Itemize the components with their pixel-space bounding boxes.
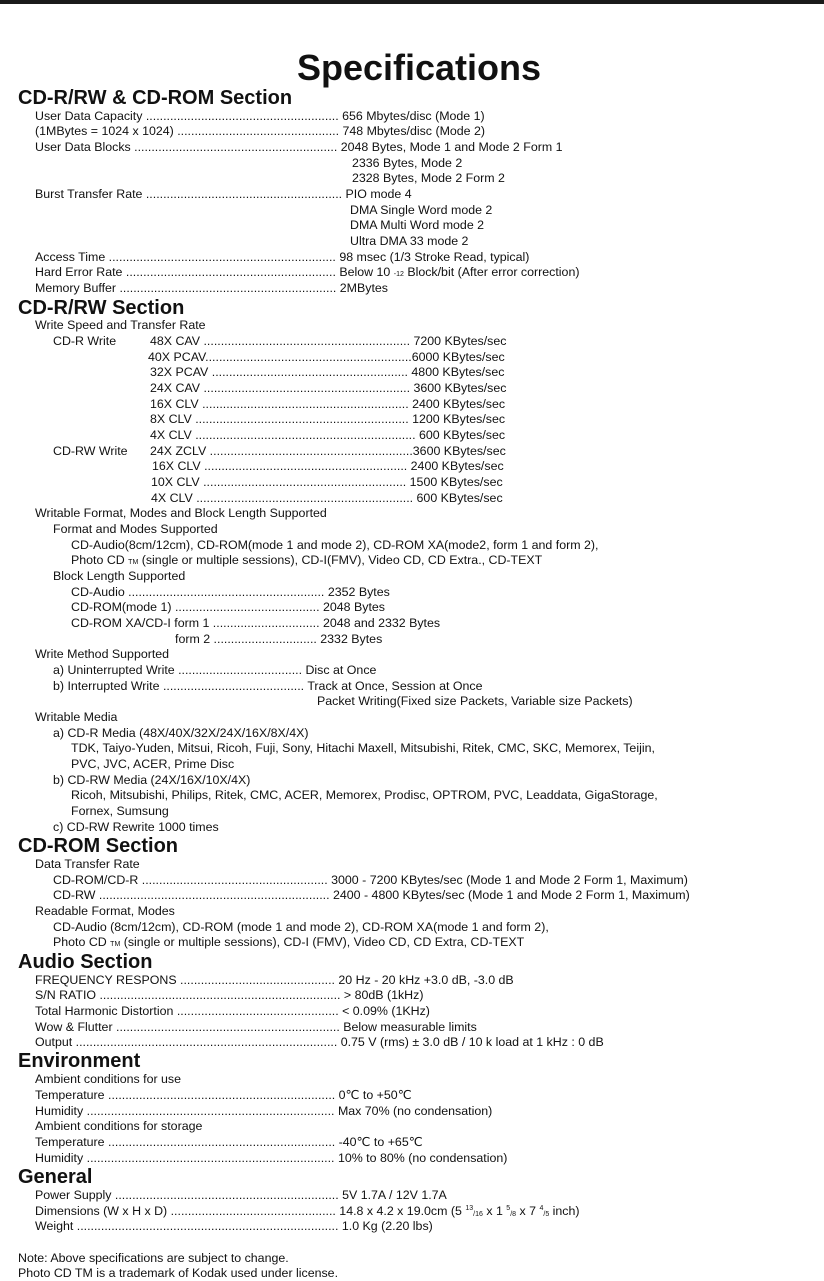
spec-data-transfer-row: CD-ROM/CD-R ...................................................... 3000 - 7200 KBytes/sec (Mode 1 and Mode 2 Form 1, Maximum) — [53, 873, 688, 887]
cdrw-speed-row: 4X CLV ............................................................... 600 KBytes/sec — [151, 491, 503, 505]
spec-burst-2: DMA Single Word mode 2 — [350, 203, 493, 217]
spec-user-data-capacity: User Data Capacity ........................................................ 656 Mbytes/disc (Mode 1) — [35, 109, 485, 123]
cdr-speed-row: 48X CAV ............................................................ 7200 KBytes/sec — [150, 334, 507, 348]
spec-temperature-storage: Temperature .................................................................. -40℃ to +65℃ — [35, 1135, 423, 1149]
cdr-speed-row: 24X CAV ............................................................ 3600 KBytes/sec — [150, 381, 507, 395]
spec-mbytes-definition: (1MBytes = 1024 x 1024) ............................................... 748 Mbytes/disc (Mode 2) — [35, 124, 486, 138]
dimensions-sep: x 7 — [516, 1204, 540, 1218]
section-heading-cdrw-cdrom: CD-R/RW & CD-ROM Section — [18, 87, 293, 109]
spec-block-length-row: CD-ROM XA/CD-I form 1 ............................... 2048 and 2332 Bytes — [71, 616, 441, 630]
readable-format-tail: (single or multiple sessions), CD-I (FMV), Video CD, CD Extra, CD-TEXT — [120, 935, 525, 949]
section-heading-audio: Audio Section — [18, 951, 153, 973]
spec-media-cdrw-brands-2: Fornex, Sumsung — [71, 804, 169, 818]
dimensions-text: Dimensions (W x H x D) ................................................ 14.8 x 4.2 x 19.0cm (5 — [35, 1204, 466, 1218]
spec-write-method-row: Packet Writing(Fixed size Packets, Variable size Packets) — [317, 694, 633, 708]
page-title: Specifications — [296, 47, 542, 88]
spec-readable-format-1: CD-Audio (8cm/12cm), CD-ROM (mode 1 and mode 2), CD-ROM XA(mode 1 and form 2), — [53, 920, 549, 934]
spec-write-speed-heading: Write Speed and Transfer Rate — [35, 318, 206, 332]
spec-output: Output ............................................................................ 0.75 V (rms) ± 3.0 dB / 10 k load at 1 kHz : 0 dB — [35, 1035, 604, 1049]
photo-cd-text: Photo CD — [71, 553, 129, 567]
spec-access-time: Access Time .................................................................. 98 msec (1/3 Stroke Read, typical) — [35, 250, 530, 264]
cdr-speed-row: 40X PCAV............................................................6000 KBytes/sec — [148, 350, 505, 364]
spec-format-modes-heading: Format and Modes Supported — [53, 522, 218, 536]
spec-media-cdr-brands: TDK, Taiyo-Yuden, Mitsui, Ricoh, Fuji, Sony, Hitachi Maxell, Mitsubishi, Ritek, CMC, SKC, Memorex, Teijin, — [71, 741, 655, 755]
spec-hard-error-rate — [35, 265, 579, 282]
hard-error-text: Hard Error Rate ............................................................. Below 10 — [35, 265, 394, 279]
section-heading-general: General — [18, 1166, 93, 1188]
cdr-speed-row: 4X CLV ................................................................ 600 KBytes/sec — [150, 428, 506, 442]
spec-humidity-storage: Humidity ........................................................................ 10% to 80% (no condensation) — [35, 1151, 508, 1165]
cdr-speed-row: 16X CLV ............................................................ 2400 KBytes/sec — [150, 397, 506, 411]
spec-write-method-row: a) Uninterrupted Write .................................... Disc at Once — [53, 663, 377, 677]
section-heading-environment: Environment — [18, 1050, 141, 1072]
spec-ambient-storage-heading: Ambient conditions for storage — [35, 1119, 203, 1133]
cdr-speed-row: 8X CLV .............................................................. 1200 KBytes/sec — [150, 412, 506, 426]
spec-memory-buffer: Memory Buffer ............................................................... 2MBytes — [35, 281, 388, 295]
spec-data-transfer-heading: Data Transfer Rate — [35, 857, 140, 871]
spec-frequency-response: FREQUENCY RESPONS ............................................. 20 Hz - 20 kHz +3.0 dB, -3.0 dB — [35, 973, 514, 987]
fraction-denominator: /8 — [510, 1211, 517, 1218]
hard-error-suffix: Block/bit (After error correction) — [403, 265, 580, 279]
spec-block-length-heading: Block Length Supported — [53, 569, 186, 583]
spec-media-cdrw: b) CD-RW Media (24X/16X/10X/4X) — [53, 773, 251, 787]
spec-readable-format-2 — [53, 935, 524, 952]
cdrw-speed-row: 10X CLV ........................................................... 1500 KBytes/sec — [151, 475, 503, 489]
spec-user-data-blocks-3: 2328 Bytes, Mode 2 Form 2 — [352, 171, 505, 185]
spec-format-modes-2 — [71, 553, 542, 570]
spec-data-transfer-row: CD-RW ................................................................... 2400 - 4800 KBytes/sec (Mode 1 and Mode 2 Form 1, Maximum) — [53, 888, 690, 902]
spec-wow-flutter: Wow & Flutter ................................................................. Below measurable limits — [35, 1020, 477, 1034]
fraction-numerator: 13 — [465, 1205, 474, 1212]
spec-writable-format-heading: Writable Format, Modes and Block Length Supported — [35, 506, 327, 520]
spec-block-length-row: form 2 .............................. 2332 Bytes — [175, 632, 383, 646]
spec-readable-format-heading: Readable Format, Modes — [35, 904, 175, 918]
spec-user-data-blocks-2: 2336 Bytes, Mode 2 — [352, 156, 463, 170]
cdr-speed-row: 32X PCAV ......................................................... 4800 KBytes/sec — [150, 365, 505, 379]
trademark-mark: TM — [128, 559, 139, 566]
section-heading-cdrom: CD-ROM Section — [18, 835, 178, 857]
spec-block-length-row: CD-Audio ......................................................... 2352 Bytes — [71, 585, 390, 599]
spec-write-method-heading: Write Method Supported — [35, 647, 170, 661]
spec-weight: Weight ............................................................................ 1.0 Kg (2.20 lbs) — [35, 1219, 433, 1233]
spec-ambient-use-heading: Ambient conditions for use — [35, 1072, 182, 1086]
dimensions-sep: x 1 — [482, 1204, 507, 1218]
photo-cd-text: Photo CD — [53, 935, 111, 949]
spec-sn-ratio: S/N RATIO ...................................................................... > 80dB (1kHz) — [35, 988, 424, 1002]
spec-block-length-row: CD-ROM(mode 1) .......................................... 2048 Bytes — [71, 600, 385, 614]
top-rule — [0, 0, 824, 4]
dimensions-unit: inch) — [549, 1204, 580, 1218]
spec-power-supply: Power Supply ................................................................. 5V 1.7A / 12V 1.7A — [35, 1188, 447, 1202]
note-trademark: Photo CD TM is a trademark of Kodak used under license. — [18, 1266, 339, 1280]
spec-writable-media-heading: Writable Media — [35, 710, 118, 724]
spec-humidity-use: Humidity ........................................................................ Max 70% (no condensation) — [35, 1104, 493, 1118]
cdrw-speed-row: 24X ZCLV ...........................................................3600 KBytes/sec — [150, 444, 506, 458]
trademark-mark: TM — [110, 941, 121, 948]
format-modes-tail: (single or multiple sessions), CD-I(FMV), Video CD, CD Extra., CD-TEXT — [138, 553, 543, 567]
spec-media-cdrw-brands: Ricoh, Mitsubishi, Philips, Ritek, CMC, ACER, Memorex, Prodisc, OPTROM, PVC, Leaddata, GigaStorage, — [71, 788, 658, 802]
spec-write-method-row: b) Interrupted Write ......................................... Track at Once, Session at Once — [53, 679, 483, 693]
spec-user-data-blocks: User Data Blocks ........................................................... 2048 Bytes, Mode 1 and Mode 2 Form 1 — [35, 140, 563, 154]
cdrw-speed-row: 16X CLV ........................................................... 2400 KBytes/sec — [152, 459, 504, 473]
note-subject-to-change: Note: Above specifications are subject to change. — [18, 1251, 289, 1265]
cdr-write-label: CD-R Write — [53, 334, 117, 348]
fraction-numerator: 4 — [539, 1205, 544, 1212]
fraction-denominator: /16 — [473, 1211, 483, 1218]
spec-media-cdr: a) CD-R Media (48X/40X/32X/24X/16X/8X/4X) — [53, 726, 309, 740]
spec-burst-3: DMA Multi Word mode 2 — [350, 218, 485, 232]
section-heading-cdrw: CD-R/RW Section — [18, 297, 185, 319]
spec-burst-transfer-rate: Burst Transfer Rate ......................................................... PIO mode 4 — [35, 187, 412, 201]
spec-thd: Total Harmonic Distortion ............................................... < 0.09% (1KHz) — [35, 1004, 430, 1018]
spec-burst-4: Ultra DMA 33 mode 2 — [350, 234, 469, 248]
spec-temperature-use: Temperature .................................................................. 0℃ to +50℃ — [35, 1088, 412, 1102]
fraction-numerator: 5 — [506, 1205, 511, 1212]
hard-error-exponent: -12 — [393, 271, 404, 278]
cdrw-write-label: CD-RW Write — [53, 444, 128, 458]
spec-media-cdr-brands-2: PVC, JVC, ACER, Prime Disc — [71, 757, 235, 771]
spec-format-modes-1: CD-Audio(8cm/12cm), CD-ROM(mode 1 and mode 2), CD-ROM XA(mode2, form 1 and form 2), — [71, 538, 599, 552]
spec-rewrite-times: c) CD-RW Rewrite 1000 times — [53, 820, 219, 834]
fraction-denominator: /5 — [543, 1211, 550, 1218]
